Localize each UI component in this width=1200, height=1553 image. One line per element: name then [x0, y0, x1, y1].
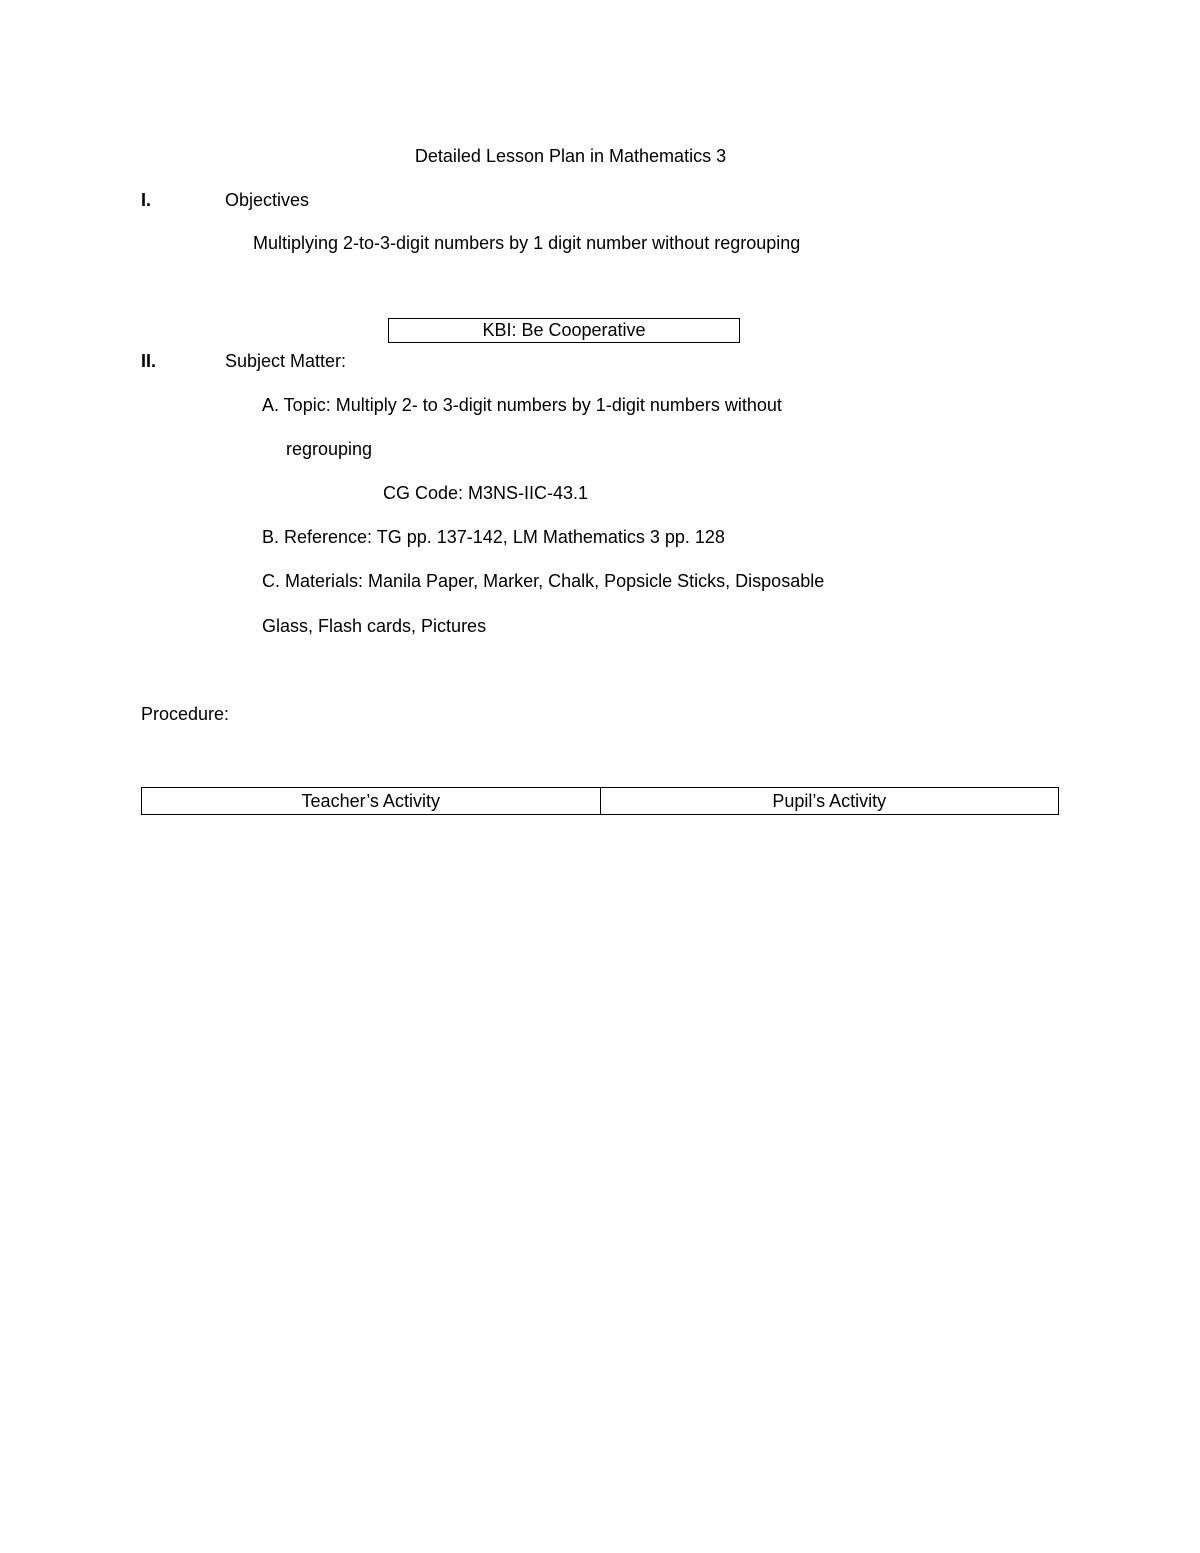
document-title: Detailed Lesson Plan in Mathematics 3: [414, 146, 727, 166]
teacher-activity-header: Teacher’s Activity: [142, 788, 601, 815]
section-1-heading: Objectives: [225, 190, 310, 210]
pupil-activity-header: Pupil’s Activity: [600, 788, 1059, 815]
procedure-table: [141, 787, 1059, 815]
procedure-heading: Procedure:: [141, 704, 230, 724]
objective-text: Multiplying 2-to-3-digit numbers by 1 digit number without regrouping: [253, 233, 801, 253]
materials-line-2: Glass, Flash cards, Pictures: [262, 616, 487, 636]
topic-line-2: regrouping: [286, 439, 373, 459]
topic-line-1: A. Topic: Multiply 2- to 3-digit numbers by 1-digit numbers without: [262, 395, 782, 415]
cg-code: CG Code: M3NS-IIC-43.1: [383, 483, 589, 503]
materials-line-1: C. Materials: Manila Paper, Marker, Chalk, Popsicle Sticks, Disposable: [262, 571, 825, 591]
section-1-numeral: I.: [141, 190, 152, 210]
procedure-table-header-row: [142, 788, 1059, 815]
section-2-numeral: II.: [141, 351, 157, 371]
reference-line: B. Reference: TG pp. 137-142, LM Mathematics 3 pp. 128: [262, 527, 725, 547]
kbi-box: KBI: Be Cooperative: [388, 318, 740, 343]
section-2-heading: Subject Matter:: [225, 351, 347, 371]
